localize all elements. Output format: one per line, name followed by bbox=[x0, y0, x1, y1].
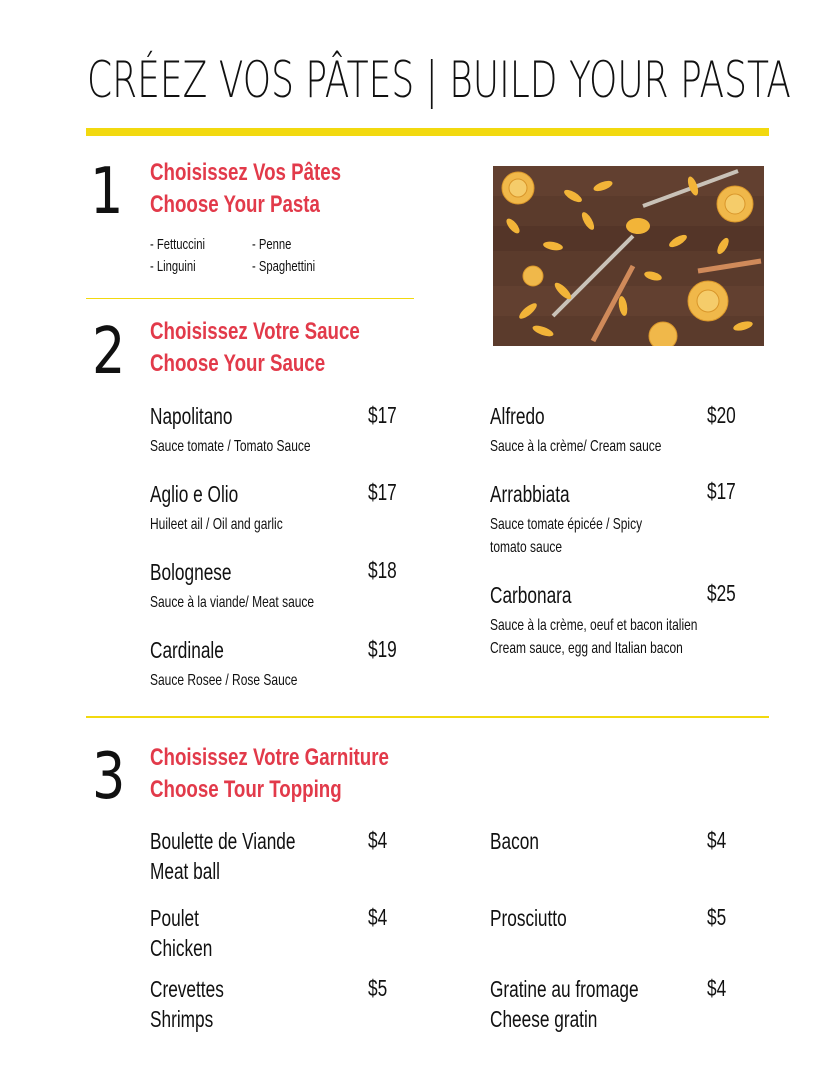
step-3-heading-en: Choose Tour Topping bbox=[150, 776, 342, 803]
topping-price: $4 bbox=[368, 827, 388, 853]
sauce-name: Bolognese bbox=[150, 559, 232, 585]
topping-price: $5 bbox=[707, 904, 727, 930]
page-title: CRÉEZ VOS PÂTES | BUILD YOUR PASTA bbox=[87, 51, 791, 109]
sauce-name: Alfredo bbox=[490, 403, 545, 429]
sauce-description: tomato sauce bbox=[490, 539, 563, 556]
topping-name-en: Shrimps bbox=[150, 1006, 214, 1032]
sauce-price: $17 bbox=[707, 478, 736, 504]
list-item: - Linguini bbox=[150, 258, 196, 275]
topping-name-fr: Prosciutto bbox=[490, 905, 567, 931]
title-underline bbox=[86, 128, 769, 136]
sauce-name: Carbonara bbox=[490, 582, 572, 608]
divider bbox=[86, 716, 769, 718]
topping-name-fr: Boulette de Viande bbox=[150, 828, 296, 854]
sauce-description: Sauce tomate / Tomato Sauce bbox=[150, 438, 311, 455]
topping-name-fr: Gratine au fromage bbox=[490, 976, 639, 1002]
step-3-heading-fr: Choisissez Votre Garniture bbox=[150, 744, 389, 771]
sauce-description: Sauce à la viande/ Meat sauce bbox=[150, 594, 315, 611]
step-1-heading-en: Choose Your Pasta bbox=[150, 191, 320, 218]
topping-name-en: Meat ball bbox=[150, 858, 220, 884]
pasta-photo bbox=[493, 166, 764, 346]
sauce-name: Cardinale bbox=[150, 637, 224, 663]
topping-name-en: Chicken bbox=[150, 935, 213, 961]
topping-name-fr: Poulet bbox=[150, 905, 199, 931]
list-item: - Penne bbox=[252, 236, 292, 253]
sauce-description: Sauce Rosee / Rose Sauce bbox=[150, 672, 298, 689]
step-2-number: 2 bbox=[92, 315, 126, 389]
list-item: - Fettuccini bbox=[150, 236, 206, 253]
sauce-name: Napolitano bbox=[150, 403, 233, 429]
step-2-heading-fr: Choisissez Votre Sauce bbox=[150, 318, 360, 345]
sauce-price: $18 bbox=[368, 557, 397, 583]
topping-price: $4 bbox=[368, 904, 388, 930]
topping-price: $4 bbox=[707, 827, 727, 853]
topping-price: $5 bbox=[368, 975, 388, 1001]
divider bbox=[86, 298, 414, 299]
sauce-name: Aglio e Olio bbox=[150, 481, 239, 507]
sauce-description: Sauce à la crème, oeuf et bacon italien bbox=[490, 617, 698, 634]
sauce-price: $17 bbox=[368, 479, 397, 505]
step-1-heading-fr: Choisissez Vos Pâtes bbox=[150, 159, 342, 186]
sauce-description: Cream sauce, egg and Italian bacon bbox=[490, 640, 683, 657]
sauce-description: Sauce à la crème/ Cream sauce bbox=[490, 438, 662, 455]
step-3-number: 3 bbox=[92, 740, 126, 814]
sauce-price: $19 bbox=[368, 636, 397, 662]
sauce-description: Huileet ail / Oil and garlic bbox=[150, 516, 283, 533]
sauce-name: Arrabbiata bbox=[490, 481, 570, 507]
step-2-heading-en: Choose Your Sauce bbox=[150, 350, 326, 377]
topping-price: $4 bbox=[707, 975, 727, 1001]
topping-name-fr: Crevettes bbox=[150, 976, 224, 1002]
sauce-price: $17 bbox=[368, 402, 397, 428]
sauce-price: $20 bbox=[707, 402, 736, 428]
sauce-price: $25 bbox=[707, 580, 736, 606]
topping-name-fr: Bacon bbox=[490, 828, 539, 854]
list-item: - Spaghettini bbox=[252, 258, 316, 275]
topping-name-en: Cheese gratin bbox=[490, 1006, 598, 1032]
sauce-description: Sauce tomate épicée / Spicy bbox=[490, 516, 643, 533]
step-1-number: 1 bbox=[90, 155, 124, 229]
